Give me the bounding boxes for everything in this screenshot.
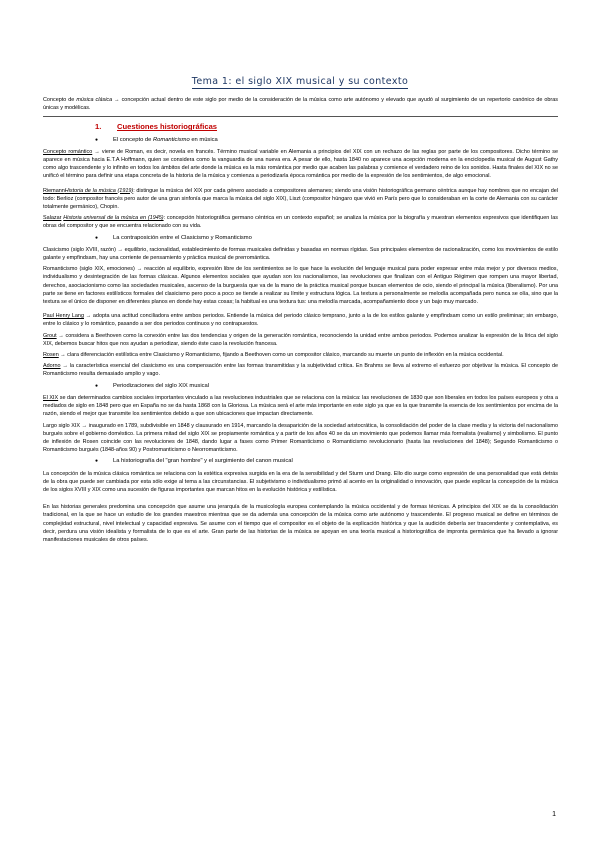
bullet-icon: ●	[95, 234, 99, 241]
page-number: 1	[552, 811, 556, 818]
section-heading: 1. Cuestiones historiográficas	[95, 122, 218, 132]
paragraph-adorno: Adorno → la característica esencial del clasicismo es una compensación entre las formas transmitidas y la subjetividad crítica. En Brahms se lleva al extremo el esfuerzo por objetivar la música. El concepto de Romanticismo resulta demasiado amplio y vago.	[43, 363, 558, 378]
bullet-icon: ●	[95, 382, 99, 389]
bullet-heading-periodizaciones: ● Periodizaciones del siglo XIX musical	[95, 382, 210, 389]
paragraph-lang: Paul Henry Lang → adopta una actitud conciliadora entre ambos periodos. Entiende la música del periodo clásico temprano, junto a la de los estilos galante y empfindsam como un estilo preliminar; sin embargo, entre lo clásico y lo romántico, pasando a ser dos periodos continuos y no contrapuestos.	[43, 313, 558, 328]
bullet-heading-gran-hombre: ● La historiografía del "gran hombre" y el surgimiento del canon musical	[95, 458, 293, 465]
paragraph-largo-siglo: Largo siglo XIX → inaugurado en 1789, subdivisible en 1848 y clausurado en 1914, marcando la desaparición de la sociedad aristocrática, la consolidación del poder de la clase media y la victoria del nacionalismo burgués sobre el gobierno doméstico. La primera mitad del siglo XIX se propiamente romántica y a partir de los años 40 se da un movimiento que podemos llamar más formalista (realismo) y simbolismo. El punto de inflexión de Rosen coincide con las revoluciones de 1848, dando lugar a fases como Primer Romanticismo o Romanticismo revolucionario (hasta las revoluciones del 1848); Segundo Romanticismo o Romanticismo burgués (1848-años 90) y Postromanticismo o Neorromanticismo.	[43, 422, 558, 454]
paragraph-canon: La concepción de la música clásica romántica se relaciona con la estética expresiva surgida en la era de la sensibilidad y del Sturm und Drang. Ello dio surge como expresión de una personalidad que está detrás de la obra que puede ser cambiada por esta sólo exige al tema a las circunstancias. El subjetivismo o individualismo primó al acento en la originalidad o innovación, que puede explicar la concepción de la música de los siglos XVIII y XIX como una sucesión de figuras importantes que marcan hitos en la evolución histórica y estilística.	[43, 470, 558, 493]
paragraph-historias: En las historias generales predomina una concepción que asume una jerarquía de la musicología europea contemplando la música occidental y de formas técnicas. A principios del XIX se da la consolidación tradicional, en la que se hace un estudio de los grandes maestros mientras que se da además una concepción de la música como arte autónomo y trascendente. El progreso musical se define en términos de complejidad estructural, nivel intelectual y capacidad expresiva. Se asume con el tiempo que el compositor es el objeto de la explicación histórica y que la audición debería ser trascendente y contemplativa, es decir, perdura una visión idealista y formalista de lo que es el arte. Gran parte de las historias de la música se apoyan en una teoría musical a historiográfica de impronta germánica que ha llevado a ignorar manifestaciones musicales de otros países.	[43, 504, 558, 543]
paragraph-concepto-romantico: Concepto romántico → viene de Roman, es decir, novela en francés. Término musical variable en Alemania a principios del XIX con un rechazo de las reglas por parte de los compositores. Dicho término se aparece en música hacia E.T.A Hoffmann, quien se considera como la vanguardia de una nueva era. A pesar de ello, hasta 1840 no aparece una acepción moderna en la enciclopedia musical de August Gathy como algo trascendente y lo infinito en todos los ámbitos del arte donde la música es la más romántica por medio que acaben las palabras y comience el verdadero reino de los sonidos. Hasta finales del XIX no se unificó el término para definir una etapa concreta de la historia de la música y comienza a periodizarla época romántica por medio de la expresión de los sentimientos, de algo emocional.	[43, 148, 558, 180]
bullet-heading-romanticismo: ● El concepto de Romanticismo en música	[95, 136, 218, 143]
divider	[43, 116, 558, 117]
intro-paragraph: Concepto de música clásica → concepción actual dentro de este siglo por medio de la consideración de la música como arte autónomo y elevado que ayudó al surgimiento de un repertorio canónico de obras únicas y modélicas.	[43, 97, 558, 112]
paragraph-romanticismo: Romanticismo (siglo XIX, emociones) → reacción al equilibrio, expresión libre de los sentimientos se lo que hace la evolución del lenguaje musical para poder expresar entre más mejor y por diversos medios, individualismo y desintegración de las formas clásicas. Algunos elementos sociales que ayudan son los nacionalismos, las revoluciones que finalizan con el Antiguo Régimen que rompen una mayor libertad, derechos, asociacionismo como las sociedades musicales, ascenso de la burguesía que va de la mano de la práctica musical porque buscan elementos de ocio, siendo el principal la música (liberalismo). Por una parte se tiene en factores estilísticos formales del clasicismo pero poco a poco se tiende a realizar su límite y estructura lógica. La textura a personalmente se melodía acompañada pero nunca se olía, sino que la textura se el único de disponer en diferentes planos en donde hay estas cosas; la habitual es una textura tus: una melodía marcada, acompañamiento doce y un bajo muy marcado.	[43, 266, 558, 306]
paragraph-clasicismo: Clasicismo (siglo XVIII, razón) → equilibrio, racionalidad, establecimiento de formas musicales definidas y basadas en normas rígidas. Sus principales elementos de racionalización, como los movimientos de estilo galante y empfindsam, hay una corriente de pensamiento y práctica musical de prerromántica.	[43, 246, 558, 262]
paragraph-siglo-xix: El XIX se dan determinados cambios sociales importantes vinculado a las revoluciones industriales que se relaciona con la música: las revoluciones de 1830 que son liberales en todos los países europeos y otra a mediados de siglo en 1848 pero que en España no se da hasta 1868 con la Gloriosa. La música será el arte más importante en este siglo ya que es la que transmite la esencia de los sentimientos por encima de la razón, siendo el mejor que transmite los sentimientos debido a que son ubicaciones que impactan directamente.	[43, 394, 558, 418]
page-title: Tema 1: el siglo XIX musical y su contexto	[191, 76, 409, 87]
bullet-icon: ●	[95, 458, 99, 465]
paragraph-riemann: RiemannHistoria de la música (1919): distingue la música del XIX por cada género asociado a compositores alemanes; siendo una visión historiográfica germano céntrica aunque hay nombres que no encajan del todo: Berlioz (compositor francés pero autor de una gran sinfonía que marca la música del siglo XIX), Liszt (compositor húngaro que vivió en París pero que lo consideraban en la corte de Alemania con su carácter totalmente germánico), Chopin.	[43, 187, 558, 211]
bullet-icon: ●	[95, 136, 99, 143]
paragraph-grout: Grout → considera a Beethoven como la conexión entre las dos tendencias y origen de la generación romántica, reconociendo la unidad entre ambos periodos. Podemos analizar la expresión de la lírica del siglo XIX, debemos buscar hitos que nos ayudan a periodizar, siendo éste caso la revolución francesa.	[43, 332, 558, 347]
document-body	[43, 96, 558, 547]
paragraph-salazar: Salazar Historia universal de la música en (1945): concepción historiográfica germano céntrica en un contexto español; se analiza la música por la biografía y muestran elementos expresivos que identifiquen las obras del compositor y que se encuentra relacionado con su vida.	[43, 215, 559, 230]
paragraph-rosen: Rosen → clara diferenciación estilística entre Clasicismo y Romanticismo, fijando a Beethoven como un compositor clásico, marcando su muerte un punto de inflexión en la música occidental.	[43, 352, 504, 359]
bullet-heading-contraposicion: ● La contraposición entre el Clasicismo y Romanticismo	[95, 234, 252, 241]
